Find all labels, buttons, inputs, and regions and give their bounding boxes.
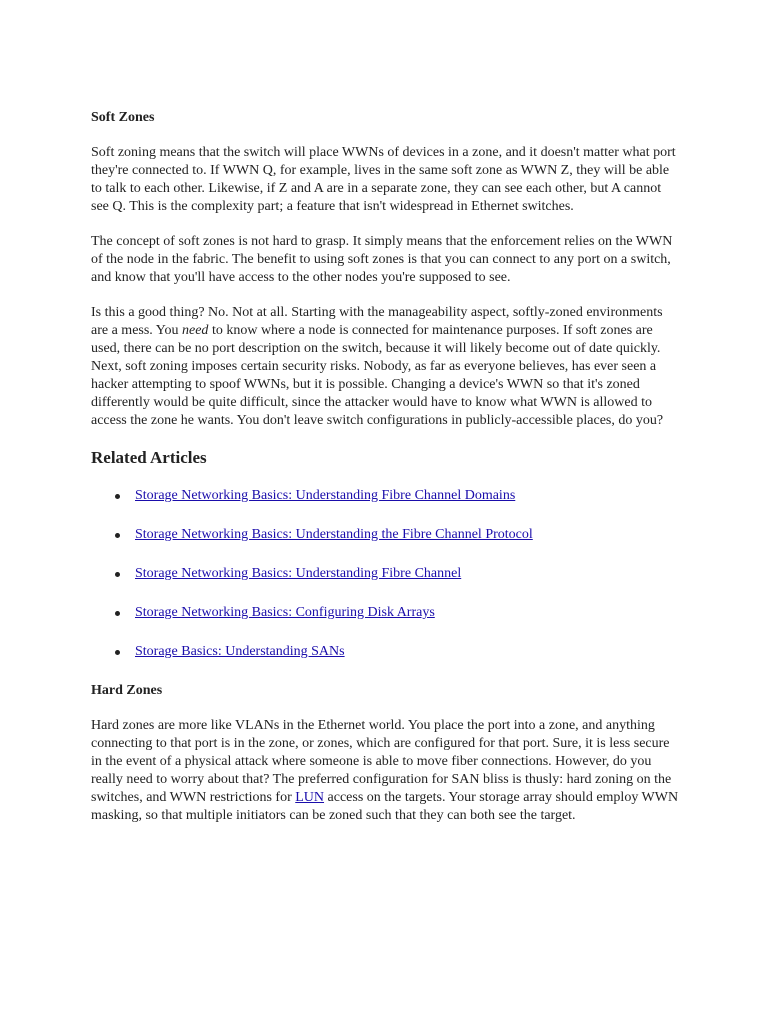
related-article-link[interactable]: Storage Networking Basics: Configuring Disk Arrays [135,605,435,620]
list-item [91,643,681,682]
related-article-link[interactable]: Storage Networking Basics: Understanding the Fibre Channel Protocol [135,527,533,542]
list-item [91,604,681,643]
soft-zones-paragraph-1: Soft zoning means that the switch will place WWNs of devices in a zone, and it doesn't matter what port they're connected to. If WWN Q, for example, lives in the same soft zone as WWN Z, they will be able to talk to each other. Likewise, if Z and A are in a separate zone, they can see each other, but A cannot see Q. This is the complexity part; a feature that isn't widespread in Ethernet switches. [91,145,676,214]
bullet-icon [115,494,120,499]
paragraph-text: Hard zones are more like VLANs in the Ethernet world. You place the port into a zone, and anything connecting to that port is in the zone, or zones, which are configured for that port. Sure, it is less secure in the event of a physical attack where someone is able to move fiber connections. However, do you really need to worry about that? The preferred configuration for SAN bliss is thusly: hard zoning on the switches, and WWN restrictions for [91,718,672,805]
list-item [91,526,681,565]
paragraph-text: access on the targets. Your storage array should employ WWN masking, so that multiple initiators can be zoned such that they can both see the target. [91,790,679,823]
soft-zones-paragraph-3 [91,304,681,430]
lun-link[interactable]: LUN [295,790,325,805]
list-item [91,487,681,526]
bullet-icon [115,650,120,655]
related-article-link[interactable]: Storage Networking Basics: Understanding Fibre Channel [135,566,462,581]
related-article-link[interactable]: Storage Networking Basics: Understanding Fibre Channel Domains [135,488,516,503]
soft-zones-paragraph-2: The concept of soft zones is not hard to grasp. It simply means that the enforcement relies on the WWN of the node in the fabric. The benefit to using soft zones is that you can connect to any port on a switch, and know that you'll have access to the other nodes you're supposed to see. [91,234,673,285]
bullet-icon [115,533,120,538]
soft-zones-heading: Soft Zones [91,110,155,125]
emphasis-text: need [182,323,209,338]
paragraph-text: Is this a good thing? No. Not at all. Starting with the manageability aspect, softly-zoned environments are a mess. You [91,305,663,338]
paragraph-text: to know where a node is connected for maintenance purposes. If soft zones are used, there can be no port description on the switch, because it will likely become out of date quickly. Next, soft zoning imposes certain security risks. Nobody, as far as everyone believes, has ever seen a hacker attempting to spoof WWNs, but it is possible. Changing a device's WWN so that it's zoned differently would be quite difficult, since the attacker would have to know what WWN is allowed to access the zone he wants. You don't leave switch configurations in publicly-accessible places, do you? [91,323,664,428]
related-articles-list [91,487,681,682]
article-body [91,109,681,843]
related-articles-heading: Related Articles [91,448,207,467]
bullet-icon [115,572,120,577]
hard-zones-heading: Hard Zones [91,683,163,698]
bullet-icon [115,611,120,616]
hard-zones-paragraph [91,717,681,825]
related-article-link[interactable]: Storage Basics: Understanding SANs [135,644,345,659]
list-item [91,565,681,604]
